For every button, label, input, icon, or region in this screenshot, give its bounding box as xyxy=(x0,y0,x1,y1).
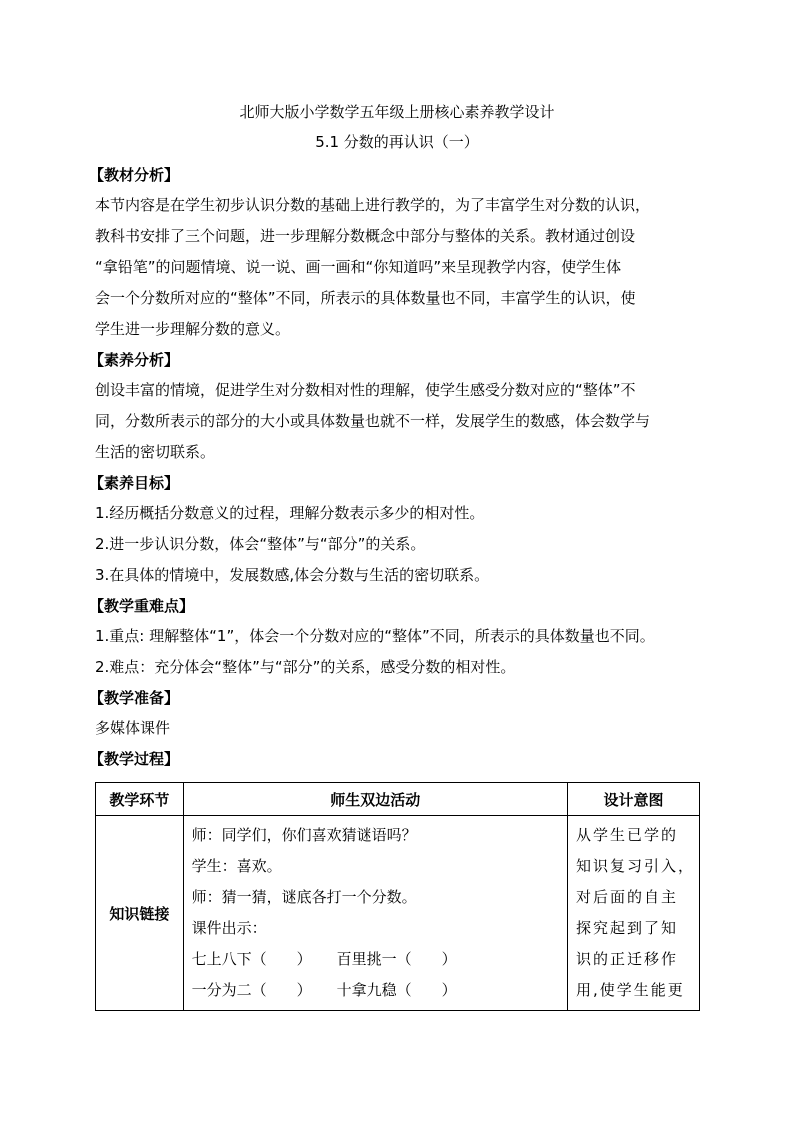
intent-line: 从学生已学的 xyxy=(575,826,678,844)
paragraph-line: 学生进一步理解分数的意义。 xyxy=(95,320,291,338)
stage-cell: 知识链接 xyxy=(96,816,184,1011)
intent-line: 知识复习引入， xyxy=(575,857,695,875)
intent-line: 探究起到了知 xyxy=(575,919,678,937)
section-heading-preparation: 【教学准备】 xyxy=(89,689,180,707)
preparation-text: 多媒体课件 xyxy=(95,719,171,737)
section-heading-process: 【教学过程】 xyxy=(89,750,180,768)
paragraph-line: 本节内容是在学生初步认识分数的基础上进行教学的，为了丰富学生对分数的认识， xyxy=(95,196,651,214)
riddle-row xyxy=(192,944,559,975)
literacy-analysis-paragraph xyxy=(95,375,705,468)
paragraph-line: 同，分数所表示的部分的大小或具体数量也就不一样，发展学生的数感，体会数学与 xyxy=(95,412,651,430)
intent-line: 对后面的自主 xyxy=(575,888,678,906)
textbook-analysis-paragraph xyxy=(95,190,705,345)
riddle-item: 百里挑一（ ） xyxy=(336,950,457,968)
document-title: 北师大版小学数学五年级上册核心素养教学设计 xyxy=(239,103,555,121)
list-item: 2.进一步认识分数，体会“整体”与“部分”的关系。 xyxy=(95,535,426,553)
lesson-subtitle: 5.1 分数的再认识（一） xyxy=(315,133,479,151)
activity-line: 师：猜一猜，谜底各打一个分数。 xyxy=(191,888,417,906)
paragraph-line: 生活的密切联系。 xyxy=(95,443,216,461)
activity-line: 课件出示： xyxy=(191,919,267,937)
list-item: 3.在具体的情境中，发展数感,体会分数与生活的密切联系。 xyxy=(95,566,490,584)
paragraph-line: “拿铅笔”的问题情境、说一说、画一画和“你知道吗”来呈现教学内容，使学生体 xyxy=(95,258,622,276)
section-heading-key-points: 【教学重难点】 xyxy=(89,597,195,615)
riddle-item: 七上八下（ ） xyxy=(191,950,312,968)
riddle-item: 一分为二（ ） xyxy=(191,981,312,999)
intent-cell xyxy=(567,816,699,1011)
section-heading-literacy-goals: 【素养目标】 xyxy=(89,474,180,492)
table-header-cell: 教学环节 xyxy=(96,783,184,816)
document-body xyxy=(89,160,705,774)
list-item: 2.难点：充分体会“整体”与“部分”的关系，感受分数的相对性。 xyxy=(95,658,516,676)
section-heading-literacy-analysis: 【素养分析】 xyxy=(89,351,180,369)
paragraph-line: 会一个分数所对应的“整体”不同，所表示的具体数量也不同，丰富学生的认识，使 xyxy=(95,289,636,307)
section-heading-textbook-analysis: 【教材分析】 xyxy=(89,166,180,184)
riddle-row xyxy=(192,975,559,1006)
literacy-goals-list xyxy=(95,498,705,591)
table-row xyxy=(96,816,700,1011)
activity-cell xyxy=(183,816,567,1011)
table-header-cell: 设计意图 xyxy=(567,783,699,816)
list-item: 1.经历概括分数意义的过程，理解分数表示多少的相对性。 xyxy=(95,504,485,522)
table-header-row xyxy=(96,783,700,816)
riddle-item: 十拿九稳（ ） xyxy=(336,981,457,999)
intent-line: 用,使学生能更 xyxy=(575,981,685,999)
paragraph-line: 创设丰富的情境，促进学生对分数相对性的理解，使学生感受分数对应的“整体”不 xyxy=(95,381,636,399)
activity-line: 师：同学们，你们喜欢猜谜语吗？ xyxy=(191,826,417,844)
intent-line: 识的正迁移作 xyxy=(575,950,678,968)
table-header-cell: 师生双边活动 xyxy=(183,783,567,816)
teaching-process-table xyxy=(95,782,700,1011)
activity-line: 学生：喜欢。 xyxy=(191,857,282,875)
key-points-list xyxy=(95,621,705,683)
paragraph-line: 教科书安排了三个问题，进一步理解分数概念中部分与整体的关系。教材通过创设 xyxy=(95,227,636,245)
list-item: 1.重点: 理解整体“1”，体会一个分数对应的“整体”不同，所表示的具体数量也不同。 xyxy=(95,627,655,645)
